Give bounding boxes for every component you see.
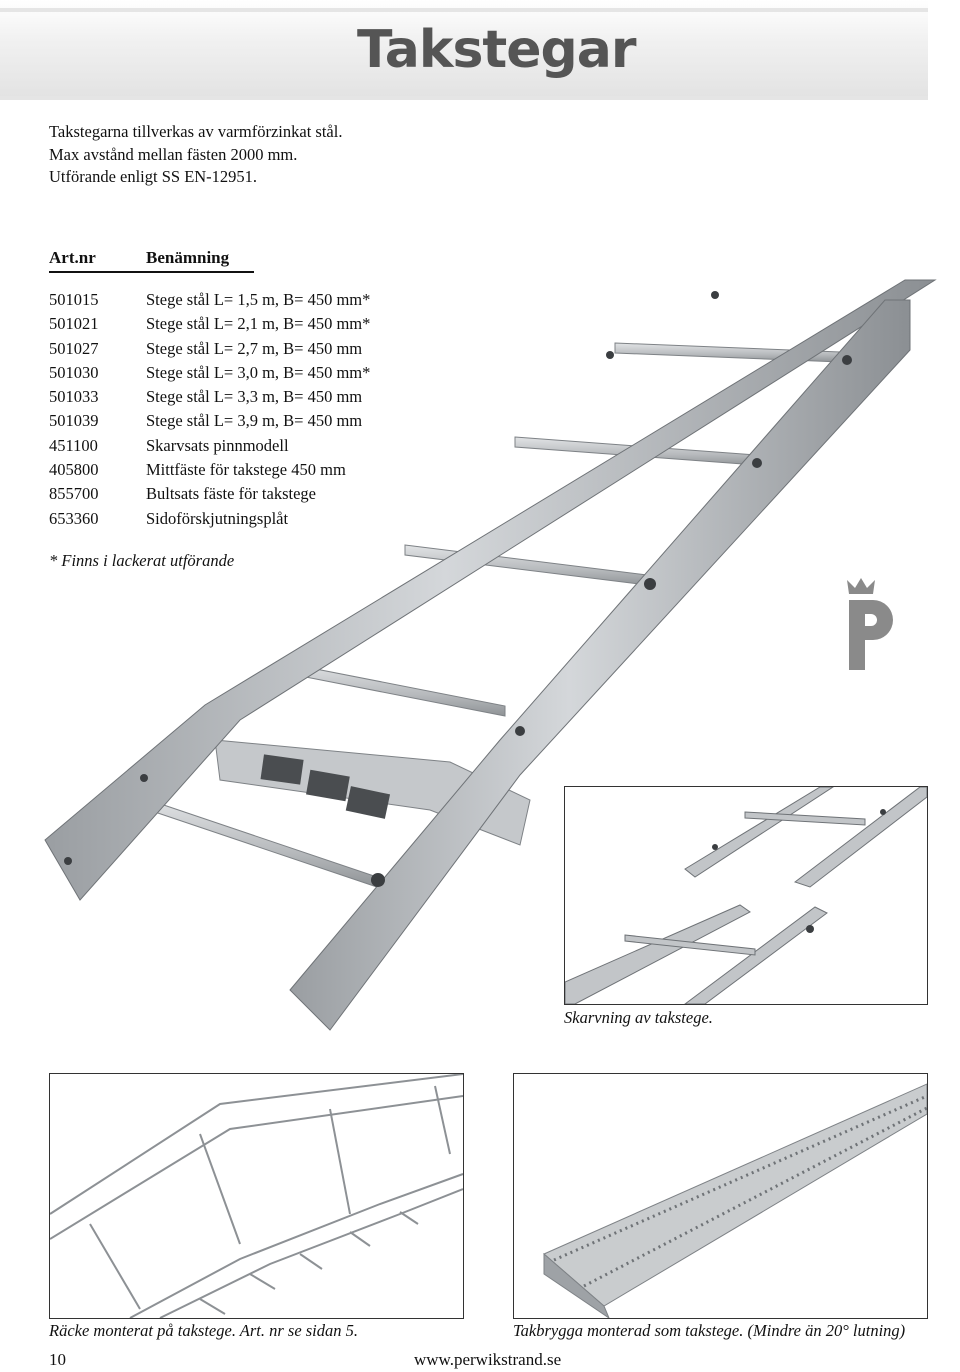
art-nr: 653360 <box>49 508 99 528</box>
table-row <box>49 337 370 361</box>
col-header-artnr: Art.nr <box>49 248 96 267</box>
website-link[interactable]: www.perwikstrand.se <box>414 1350 562 1369</box>
header-rule-bottom <box>0 96 928 100</box>
caption-walkway: Takbrygga monterad som takstege. (Mindre än 20° lutning) <box>513 1321 906 1340</box>
art-nr: 451100 <box>49 435 98 455</box>
intro-line: Utförande enligt SS EN-12951. <box>49 167 258 186</box>
page-number: 10 <box>49 1350 66 1369</box>
col-header-benamning: Benämning <box>146 248 230 267</box>
company-logo <box>845 576 905 672</box>
crown-icon <box>847 578 875 594</box>
art-nr: 501015 <box>49 290 99 309</box>
benamning: Stege stål L= 3,0 m, B= 450 mm* <box>146 362 371 382</box>
table-row <box>49 482 370 506</box>
table-header-rule <box>49 271 254 273</box>
caption-splice: Skarvning av takstege. <box>564 1008 713 1027</box>
product-table <box>49 288 370 531</box>
caption-railing: Räcke monterat på takstege. Art. nr se sidan 5. <box>49 1321 359 1340</box>
intro-text <box>49 121 342 189</box>
railing-drawing <box>50 1074 463 1318</box>
art-nr: 855700 <box>49 484 99 504</box>
art-nr: 405800 <box>49 460 99 480</box>
footnote: * Finns i lackerat utförande <box>49 551 235 570</box>
art-nr: 501021 <box>49 314 99 334</box>
benamning: Sidoförskjutningsplåt <box>146 508 289 528</box>
intro-line: Takstegarna tillverkas av varmförzinkat stål. <box>49 122 343 141</box>
art-nr: 501039 <box>49 411 99 431</box>
benamning: Stege stål L= 3,3 m, B= 450 mm <box>146 387 363 407</box>
walkway-drawing <box>514 1074 927 1318</box>
benamning: Stege stål L= 2,7 m, B= 450 mm <box>146 338 363 358</box>
art-nr: 501027 <box>49 338 99 358</box>
benamning: Mittfäste för takstege 450 mm <box>146 460 346 480</box>
splice-drawing <box>565 787 927 1004</box>
art-nr: 501033 <box>49 387 99 407</box>
p-letter-icon <box>849 600 893 670</box>
walkway-image <box>513 1073 928 1319</box>
benamning: Stege stål L= 1,5 m, B= 450 mm* <box>146 290 371 309</box>
table-row <box>49 434 370 458</box>
art-nr: 501030 <box>49 362 99 382</box>
table-row <box>49 361 370 385</box>
table-row <box>49 288 370 312</box>
benamning: Skarvsats pinnmodell <box>146 435 289 455</box>
page-title: Takstegar <box>357 20 636 80</box>
table-row <box>49 385 370 409</box>
table-row <box>49 409 370 433</box>
splice-image <box>564 786 928 1005</box>
benamning: Bultsats fäste för takstege <box>146 484 316 504</box>
benamning: Stege stål L= 2,1 m, B= 450 mm* <box>146 314 371 334</box>
table-row <box>49 507 370 531</box>
benamning: Stege stål L= 3,9 m, B= 450 mm <box>146 411 363 431</box>
header-rule-top <box>0 8 928 12</box>
table-row <box>49 458 370 482</box>
intro-line: Max avstånd mellan fästen 2000 mm. <box>49 144 298 164</box>
table-row <box>49 312 370 336</box>
railing-image <box>49 1073 464 1319</box>
